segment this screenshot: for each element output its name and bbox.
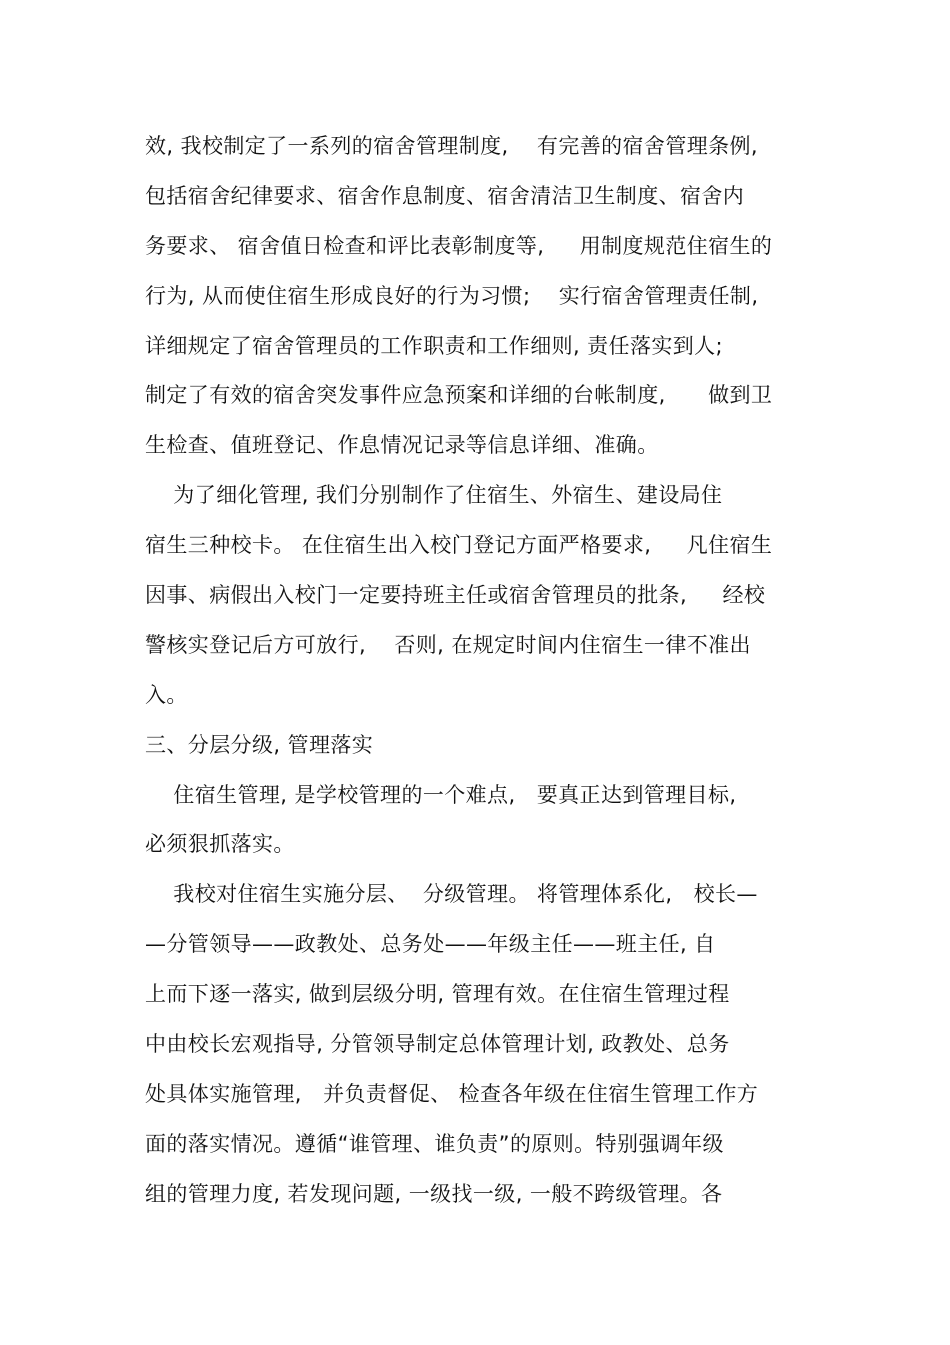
section-heading: 三、分层分级, 管理落实 xyxy=(145,732,374,757)
text-line: 包括宿舍纪律要求、宿舍作息制度、宿舍清洁卫生制度、宿舍内 xyxy=(145,183,745,208)
text-line: 行为, 从而使住宿生形成良好的行为习惯; 实行宿舍管理责任制, xyxy=(145,283,759,308)
text-line: 务要求、 宿舍值日检查和评比表彰制度等, 用制度规范住宿生的 xyxy=(145,233,773,258)
text-line: 宿生三种校卡。 在住宿生出入校门登记方面严格要求, 凡住宿生 xyxy=(145,533,773,558)
text-line: 组的管理力度, 若发现问题, 一级找一级, 一般不跨级管理。各 xyxy=(145,1181,723,1206)
text-line: 制定了有效的宿舍突发事件应急预案和详细的台帐制度, 做到卫 xyxy=(145,383,773,408)
text-line: 警核实登记后方可放行, 否则, 在规定时间内住宿生一律不准出 xyxy=(145,632,751,657)
text-line: 上而下逐一落实, 做到层级分明, 管理有效。在住宿生管理过程 xyxy=(145,982,730,1007)
text-line: 面的落实情况。遵循“谁管理、谁负责”的原则。特别强调年级 xyxy=(145,1131,724,1156)
text-line: 必须狠抓落实。 xyxy=(145,832,295,857)
text-line: 入。 xyxy=(145,682,188,707)
body-text xyxy=(145,126,815,1224)
text-line: 为了细化管理, 我们分别制作了住宿生、外宿生、建设局住 xyxy=(145,483,723,508)
text-line: 中由校长宏观指导, 分管领导制定总体管理计划, 政教处、总务 xyxy=(145,1032,730,1057)
text-line: 处具体实施管理, 并负责督促、 检查各年级在住宿生管理工作方 xyxy=(145,1081,759,1106)
text-line: 效, 我校制定了一系列的宿舍管理制度, 有完善的宿舍管理条例, xyxy=(145,134,758,158)
text-line: 详细规定了宿舍管理员的工作职责和工作细则, 责任落实到人; xyxy=(145,333,724,358)
text-line: 我校对住宿生实施分层、 分级管理。 将管理体系化, 校长— xyxy=(145,882,758,907)
text-line: —分管领导——政教处、总务处——年级主任——班主任, 自 xyxy=(145,932,716,957)
text-line: 因事、病假出入校门一定要持班主任或宿舍管理员的批条, 经校 xyxy=(145,583,766,608)
text-line: 生检查、值班登记、作息情况记录等信息详细、准确。 xyxy=(145,433,659,458)
text-line: 住宿生管理, 是学校管理的一个难点, 要真正达到管理目标, xyxy=(145,782,737,807)
